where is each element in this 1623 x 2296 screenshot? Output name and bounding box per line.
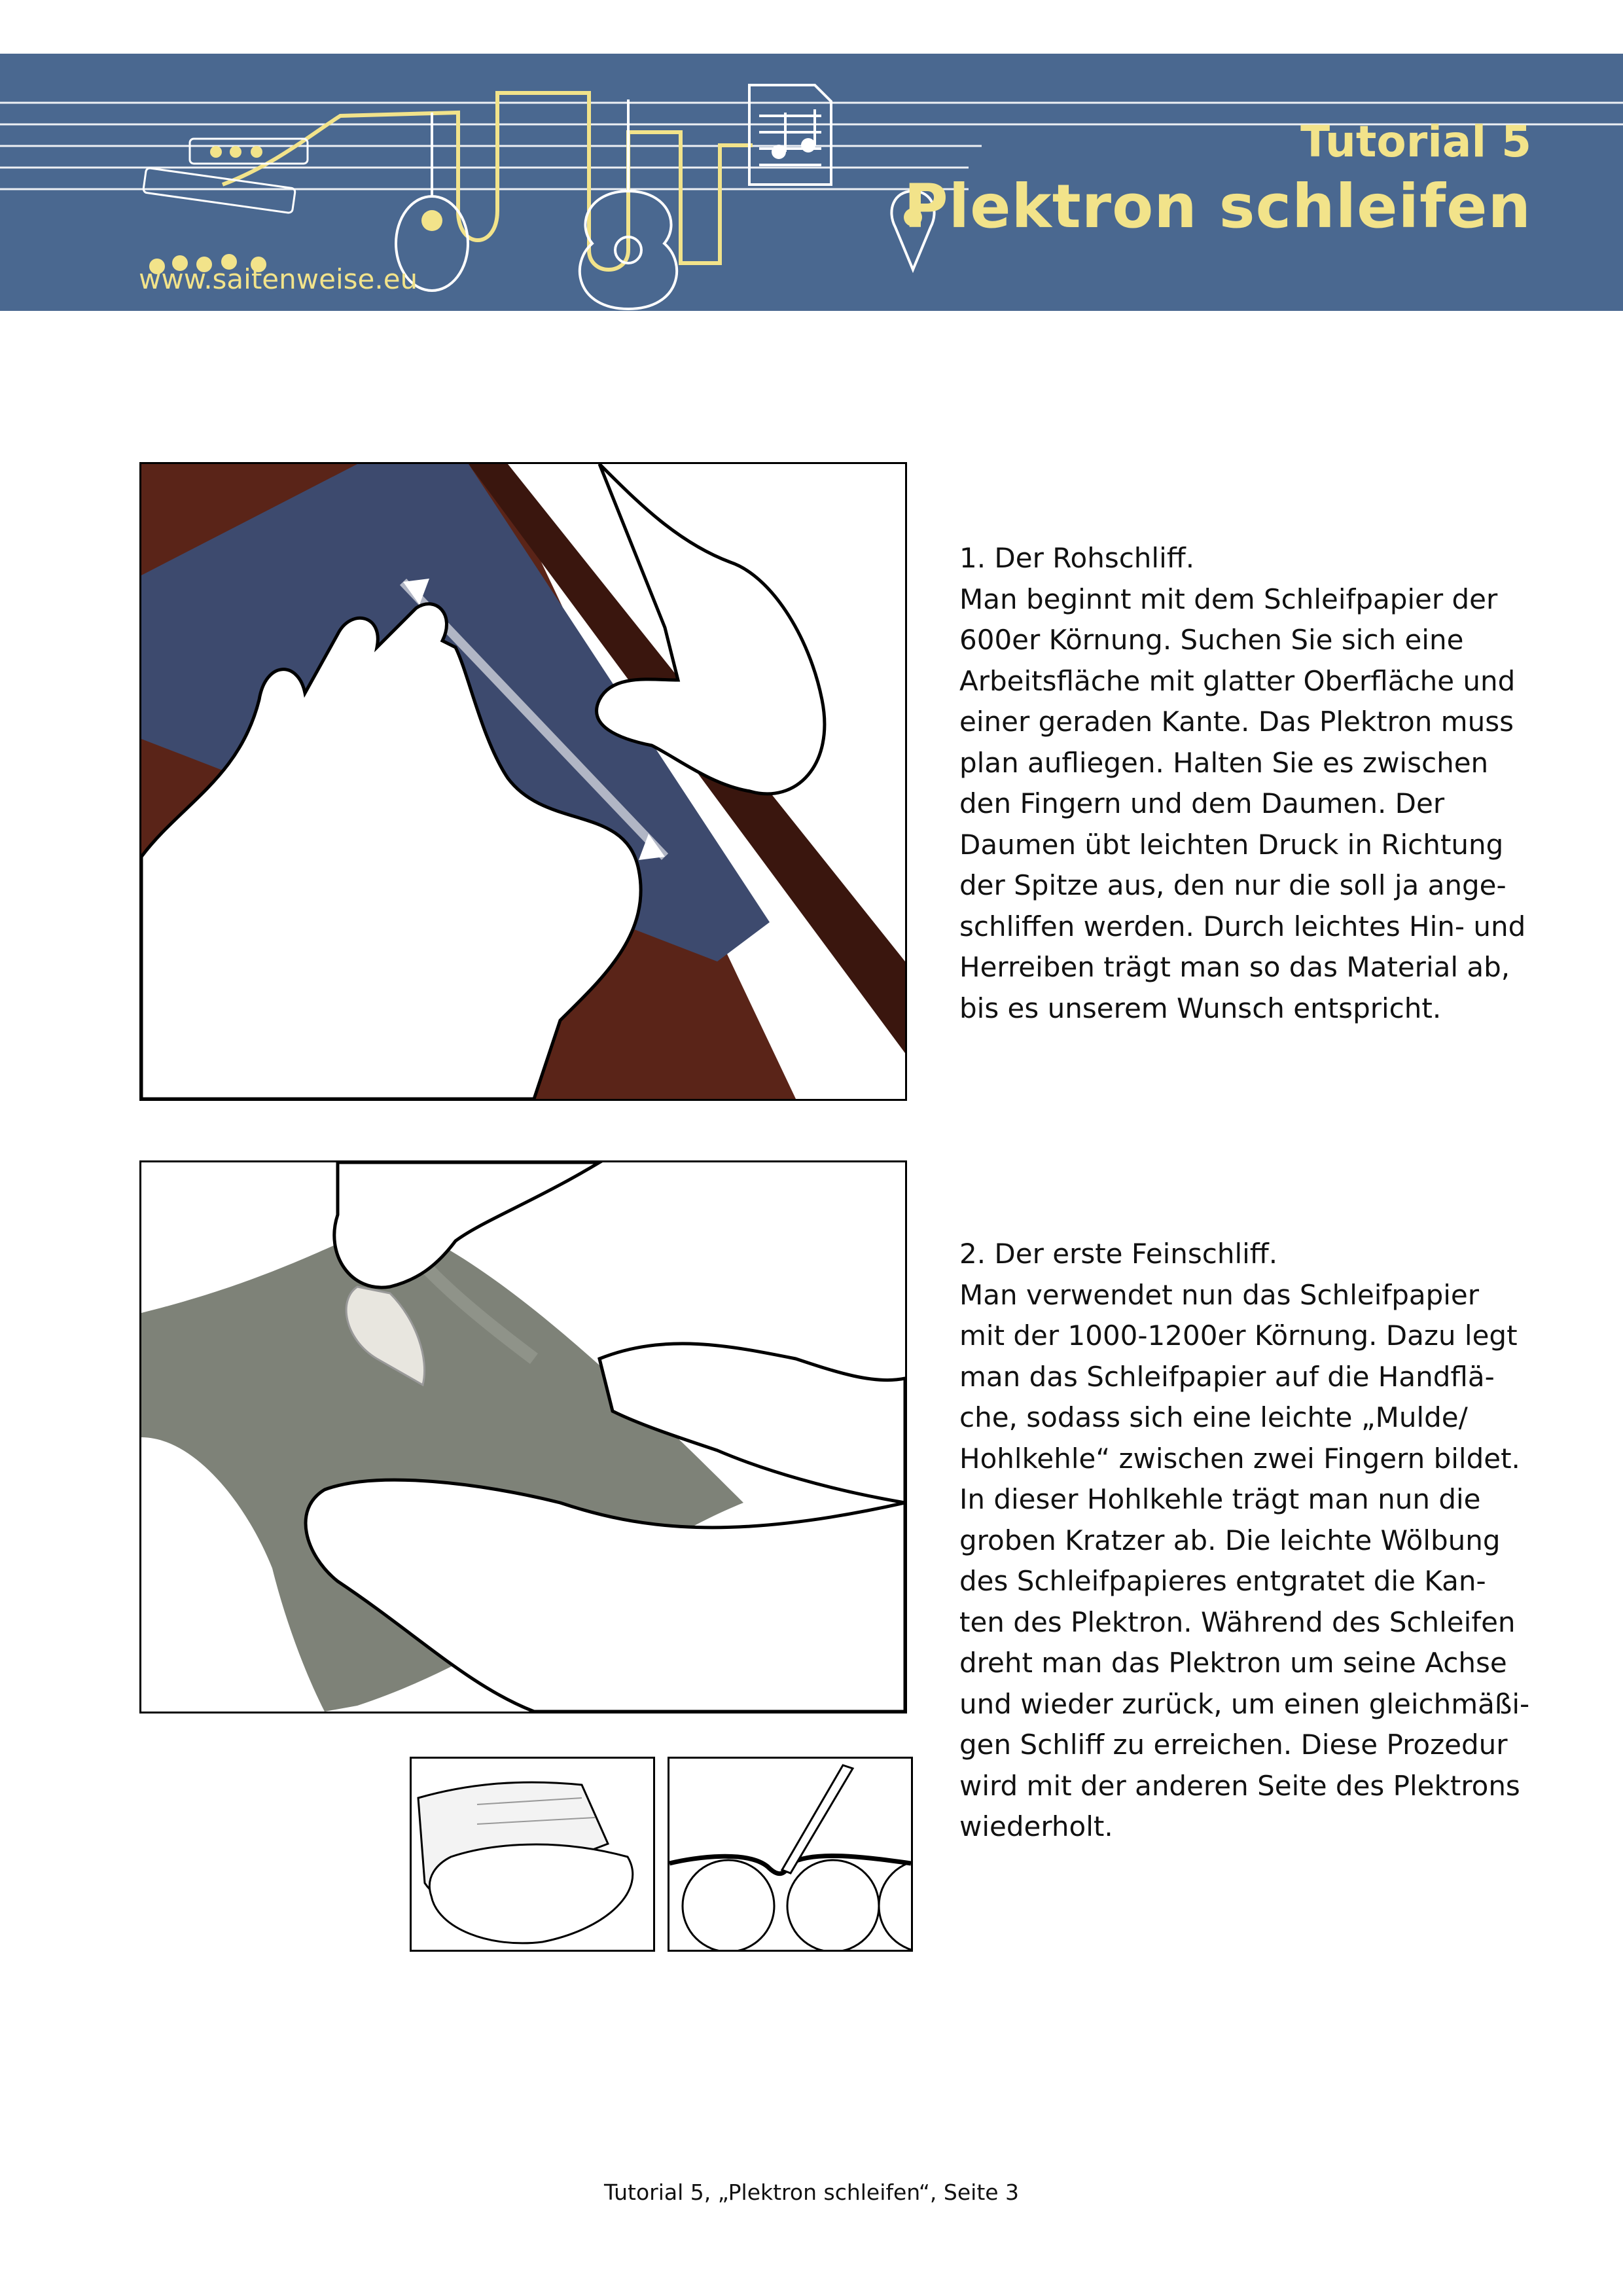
step-2-text (959, 1234, 1548, 1848)
tutorial-label: Tutorial 5 (1300, 117, 1531, 167)
step-2-line: groben Kratzer ab. Die leichte Wölbung (959, 1524, 1501, 1556)
step-1-text (959, 538, 1548, 1029)
step-2-line: und wieder zurück, um einen gleichmäßi- (959, 1687, 1530, 1720)
step-2-line: mit der 1000-1200er Körnung. Dazu legt (959, 1319, 1518, 1352)
step-1-line: Man beginnt mit dem Schleifpapier der (959, 583, 1498, 615)
step-1-line: den Fingern und dem Daumen. Der (959, 787, 1445, 819)
step-1-line: 600er Körnung. Suchen Sie sich eine (959, 624, 1464, 656)
photo-rohschliff (139, 462, 907, 1101)
step-2-line: che, sodass sich eine leichte „Mulde/ (959, 1401, 1468, 1433)
step-1-line: schliffen werden. Durch leichtes Hin- und (959, 910, 1526, 942)
step-1-line: plan aufliegen. Halten Sie es zwischen (959, 746, 1489, 779)
step-2-line: ten des Plektron. Während des Schleifen (959, 1605, 1516, 1638)
step-2-line: Hohlkehle“ zwischen zwei Fingern bildet. (959, 1442, 1520, 1475)
step-2-line: wiederholt. (959, 1810, 1113, 1842)
step-2-line: Man verwendet nun das Schleifpapier (959, 1278, 1480, 1311)
step-1-line: bis es unserem Wunsch entspricht. (959, 992, 1442, 1024)
page-title: Plektron schleifen (904, 171, 1531, 242)
step-1-line: Arbeitsfläche mit glatter Oberfläche und (959, 664, 1516, 697)
inset-hand-sandpaper (410, 1757, 655, 1952)
step-2-line: dreht man das Plektron um seine Achse (959, 1647, 1507, 1679)
step-2-line: gen Schliff zu erreichen. Diese Prozedur (959, 1729, 1508, 1761)
photo-feinschliff (139, 1160, 907, 1713)
website-link[interactable]: www.saitenweise.eu (139, 263, 418, 295)
step-2-line: man das Schleifpapier auf die Handflä- (959, 1360, 1495, 1393)
step-2-line: wird mit der anderen Seite des Plektrons (959, 1769, 1520, 1802)
header-banner (0, 54, 1623, 311)
step-1-line: Herreiben trägt man so das Material ab, (959, 951, 1510, 983)
page-footer: Tutorial 5, „Plektron schleifen“, Seite 3 (603, 2179, 1020, 2205)
step-1-line: der Spitze aus, den nur die soll ja ange- (959, 869, 1507, 901)
step-1-line: Daumen übt leichten Druck in Richtung (959, 828, 1504, 861)
step-2-heading: 2. Der erste Feinschliff. (959, 1238, 1278, 1270)
step-1-heading: 1. Der Rohschliff. (959, 542, 1195, 574)
step-1-line: einer geraden Kante. Das Plektron muss (959, 706, 1514, 738)
step-2-line: des Schleifpapieres entgratet die Kan- (959, 1565, 1486, 1597)
inset-mulde-diagram (668, 1757, 913, 1952)
step-2-line: In dieser Hohlkehle trägt man nun die (959, 1483, 1481, 1515)
